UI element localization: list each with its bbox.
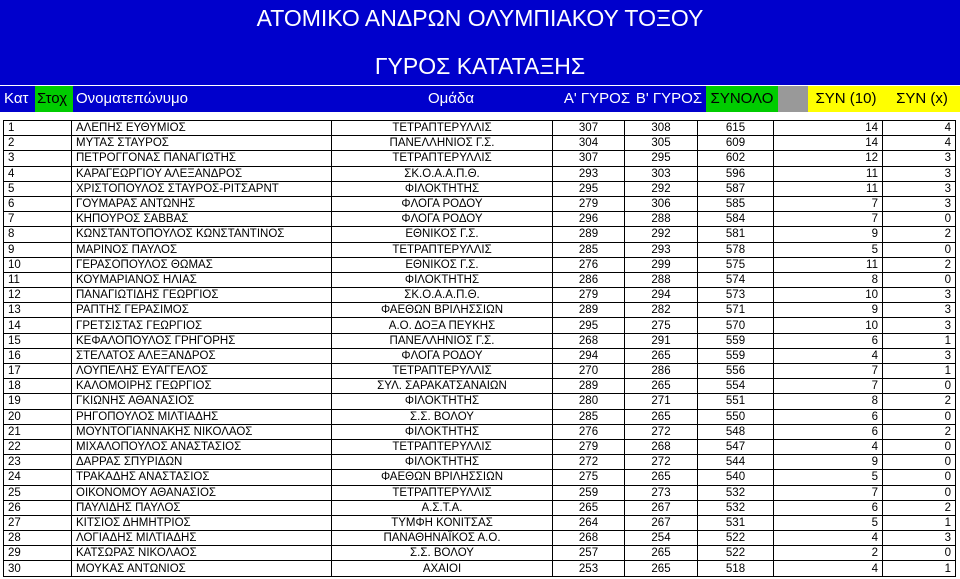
cell-total-10: 8 [774, 272, 883, 287]
cell-total-10: 12 [774, 151, 883, 166]
cell-total-10: 6 [774, 500, 883, 515]
cell-rank: 25 [4, 485, 72, 500]
cell-rank: 15 [4, 333, 72, 348]
cell-rank: 22 [4, 439, 72, 454]
cell-total-x: 3 [883, 288, 956, 303]
cell-total-x: 0 [883, 439, 956, 454]
cell-round-b: 265 [625, 409, 698, 424]
cell-total: 556 [698, 364, 774, 379]
cell-total: 550 [698, 409, 774, 424]
table-row [4, 121, 956, 136]
cell-athlete-name: ΛΟΓΙΑΔΗΣ ΜΙΛΤΙΑΔΗΣ [72, 531, 332, 546]
cell-round-a: 307 [553, 121, 625, 136]
cell-total-10: 7 [774, 379, 883, 394]
header-gap [778, 86, 808, 112]
cell-total: 571 [698, 303, 774, 318]
header-total-x: ΣΥΝ (x) [884, 86, 960, 112]
cell-total-10: 11 [774, 166, 883, 181]
cell-round-a: 285 [553, 409, 625, 424]
cell-athlete-name: ΡΗΓΟΠΟΥΛΟΣ ΜΙΛΤΙΑΔΗΣ [72, 409, 332, 424]
cell-round-b: 308 [625, 121, 698, 136]
cell-round-a: 276 [553, 424, 625, 439]
cell-athlete-name: ΚΕΦΑΛΟΠΟΥΛΟΣ ΓΡΗΓΟΡΗΣ [72, 333, 332, 348]
cell-athlete-name: ΠΑΥΛΙΔΗΣ ΠΑΥΛΟΣ [72, 500, 332, 515]
cell-athlete-name: ΡΑΠΤΗΣ ΓΕΡΑΣΙΜΟΣ [72, 303, 332, 318]
cell-rank: 18 [4, 379, 72, 394]
cell-total: 531 [698, 515, 774, 530]
cell-total-x: 1 [883, 364, 956, 379]
cell-total: 522 [698, 546, 774, 561]
cell-rank: 19 [4, 394, 72, 409]
cell-total-10: 7 [774, 364, 883, 379]
cell-total-10: 4 [774, 348, 883, 363]
cell-total: 540 [698, 470, 774, 485]
cell-team: ΤΕΤΡΑΠΤΕΡΥΛΛΙΣ [332, 439, 553, 454]
banner-spacer [0, 37, 960, 48]
cell-round-b: 265 [625, 561, 698, 576]
cell-rank: 10 [4, 257, 72, 272]
cell-athlete-name: ΚΙΤΣΙΟΣ ΔΗΜΗΤΡΙΟΣ [72, 515, 332, 530]
cell-rank: 5 [4, 181, 72, 196]
cell-rank: 27 [4, 515, 72, 530]
cell-round-a: 272 [553, 455, 625, 470]
cell-athlete-name: ΧΡΙΣΤΟΠΟΥΛΟΣ ΣΤΑΥΡΟΣ-ΡΙΤΣΑΡΝΤ [72, 181, 332, 196]
cell-round-a: 295 [553, 181, 625, 196]
cell-total-x: 3 [883, 196, 956, 211]
cell-total: 581 [698, 227, 774, 242]
cell-total-10: 10 [774, 288, 883, 303]
cell-total: 559 [698, 348, 774, 363]
cell-round-a: 289 [553, 303, 625, 318]
cell-round-a: 294 [553, 348, 625, 363]
cell-round-a: 293 [553, 166, 625, 181]
cell-total: 532 [698, 485, 774, 500]
cell-athlete-name: ΓΚΙΩΝΗΣ ΑΘΑΝΑΣΙΟΣ [72, 394, 332, 409]
cell-rank: 24 [4, 470, 72, 485]
table-row [4, 394, 956, 409]
cell-rank: 30 [4, 561, 72, 576]
cell-total-10: 8 [774, 394, 883, 409]
cell-team: ΦΑΕΘΩΝ ΒΡΙΛΗΣΣΙΩΝ [332, 303, 553, 318]
cell-total: 609 [698, 136, 774, 151]
cell-total-x: 0 [883, 379, 956, 394]
cell-team: ΤΕΤΡΑΠΤΕΡΥΛΛΙΣ [332, 364, 553, 379]
cell-total-x: 3 [883, 318, 956, 333]
cell-athlete-name: ΤΡΑΚΑΔΗΣ ΑΝΑΣΤΑΣΙΟΣ [72, 470, 332, 485]
cell-team: ΑΧΑΙΟΙ [332, 561, 553, 576]
cell-athlete-name: ΔΑΡΡΑΣ ΣΠΥΡΙΔΩΝ [72, 455, 332, 470]
table-row [4, 242, 956, 257]
cell-rank: 7 [4, 212, 72, 227]
cell-round-b: 254 [625, 531, 698, 546]
cell-total: 554 [698, 379, 774, 394]
header-round-a: Α' ΓΥΡΟΣ [563, 90, 631, 107]
cell-team: ΤΕΤΡΑΠΤΕΡΥΛΛΙΣ [332, 485, 553, 500]
table-row [4, 455, 956, 470]
cell-team: Α.Ο. ΔΟΞΑ ΠΕΥΚΗΣ [332, 318, 553, 333]
cell-total-10: 5 [774, 470, 883, 485]
cell-team: ΦΙΛΟΚΤΗΤΗΣ [332, 424, 553, 439]
cell-round-a: 285 [553, 242, 625, 257]
cell-round-a: 295 [553, 318, 625, 333]
cell-team: ΤΕΤΡΑΠΤΕΡΥΛΛΙΣ [332, 121, 553, 136]
cell-total-10: 4 [774, 439, 883, 454]
cell-total-10: 6 [774, 424, 883, 439]
table-row [4, 470, 956, 485]
cell-athlete-name: ΚΑΛΟΜΟΙΡΗΣ ΓΕΩΡΓΙΟΣ [72, 379, 332, 394]
table-row [4, 318, 956, 333]
cell-athlete-name: ΟΙΚΟΝΟΜΟΥ ΑΘΑΝΑΣΙΟΣ [72, 485, 332, 500]
header-stox: Στοχ [35, 86, 73, 112]
cell-rank: 4 [4, 166, 72, 181]
cell-round-a: 253 [553, 561, 625, 576]
cell-team: ΦΙΛΟΚΤΗΤΗΣ [332, 394, 553, 409]
cell-round-a: 275 [553, 470, 625, 485]
cell-total: 544 [698, 455, 774, 470]
cell-athlete-name: ΜΟΥΚΑΣ ΑΝΤΩΝΙΟΣ [72, 561, 332, 576]
table-row [4, 364, 956, 379]
cell-total-x: 0 [883, 409, 956, 424]
cell-team: ΤΥΜΦΗ ΚΟΝΙΤΣΑΣ [332, 515, 553, 530]
cell-round-b: 299 [625, 257, 698, 272]
cell-athlete-name: ΣΤΕΛΑΤΟΣ ΑΛΕΞΑΝΔΡΟΣ [72, 348, 332, 363]
cell-total-10: 6 [774, 333, 883, 348]
cell-team: ΠΑΝΕΛΛΗΝΙΟΣ Γ.Σ. [332, 136, 553, 151]
cell-total-x: 3 [883, 348, 956, 363]
cell-total: 573 [698, 288, 774, 303]
cell-round-a: 268 [553, 531, 625, 546]
table-row [4, 166, 956, 181]
cell-team: Σ.Σ. ΒΟΛΟΥ [332, 409, 553, 424]
cell-athlete-name: ΚΗΠΟΥΡΟΣ ΣΑΒΒΑΣ [72, 212, 332, 227]
cell-rank: 26 [4, 500, 72, 515]
cell-rank: 13 [4, 303, 72, 318]
cell-total-10: 7 [774, 212, 883, 227]
cell-team: ΤΕΤΡΑΠΤΕΡΥΛΛΙΣ [332, 151, 553, 166]
cell-rank: 11 [4, 272, 72, 287]
cell-round-a: 289 [553, 379, 625, 394]
cell-total-x: 2 [883, 500, 956, 515]
cell-round-b: 295 [625, 151, 698, 166]
cell-athlete-name: ΜΥΤΑΣ ΣΤΑΥΡΟΣ [72, 136, 332, 151]
cell-total-10: 6 [774, 409, 883, 424]
cell-team: ΕΘΝΙΚΟΣ Γ.Σ. [332, 227, 553, 242]
page-subtitle: ΓΥΡΟΣ ΚΑΤΑΤΑΞΗΣ [0, 48, 960, 85]
cell-rank: 20 [4, 409, 72, 424]
cell-team: ΦΑΕΘΩΝ ΒΡΙΛΗΣΣΙΩΝ [332, 470, 553, 485]
cell-round-b: 271 [625, 394, 698, 409]
cell-rank: 8 [4, 227, 72, 242]
cell-total-10: 11 [774, 181, 883, 196]
header-kat: Κατ [4, 90, 29, 107]
cell-team: Α.Σ.Τ.Α. [332, 500, 553, 515]
cell-total-x: 0 [883, 470, 956, 485]
header-round-b: Β' ΓΥΡΟΣ [635, 90, 703, 107]
cell-round-b: 265 [625, 348, 698, 363]
table-row [4, 485, 956, 500]
header-total-10: ΣΥΝ (10) [808, 86, 884, 112]
cell-rank: 21 [4, 424, 72, 439]
table-row [4, 439, 956, 454]
results-table [3, 120, 956, 577]
cell-total-x: 1 [883, 561, 956, 576]
cell-rank: 3 [4, 151, 72, 166]
cell-team: ΦΙΛΟΚΤΗΤΗΣ [332, 181, 553, 196]
cell-team: ΠΑΝΕΛΛΗΝΙΟΣ Γ.Σ. [332, 333, 553, 348]
cell-rank: 29 [4, 546, 72, 561]
cell-rank: 6 [4, 196, 72, 211]
table-row [4, 151, 956, 166]
cell-total: 548 [698, 424, 774, 439]
cell-total-x: 3 [883, 166, 956, 181]
cell-rank: 28 [4, 531, 72, 546]
cell-round-b: 282 [625, 303, 698, 318]
cell-total: 551 [698, 394, 774, 409]
cell-round-a: 307 [553, 151, 625, 166]
cell-total-x: 0 [883, 272, 956, 287]
cell-round-a: 276 [553, 257, 625, 272]
cell-total: 584 [698, 212, 774, 227]
cell-round-b: 286 [625, 364, 698, 379]
cell-total: 570 [698, 318, 774, 333]
cell-total-10: 2 [774, 546, 883, 561]
cell-round-b: 292 [625, 181, 698, 196]
cell-round-b: 275 [625, 318, 698, 333]
cell-rank: 16 [4, 348, 72, 363]
table-row [4, 546, 956, 561]
table-row [4, 424, 956, 439]
table-row [4, 515, 956, 530]
cell-total-x: 0 [883, 212, 956, 227]
cell-total: 574 [698, 272, 774, 287]
cell-total-10: 9 [774, 455, 883, 470]
cell-team: Σ.Σ. ΒΟΛΟΥ [332, 546, 553, 561]
cell-round-b: 265 [625, 470, 698, 485]
cell-team: ΣΚ.Ο.Α.Α.Π.Θ. [332, 288, 553, 303]
cell-total-10: 10 [774, 318, 883, 333]
cell-round-b: 288 [625, 272, 698, 287]
cell-round-a: 268 [553, 333, 625, 348]
cell-rank: 1 [4, 121, 72, 136]
cell-team: ΕΘΝΙΚΟΣ Γ.Σ. [332, 257, 553, 272]
cell-total-x: 4 [883, 136, 956, 151]
cell-round-b: 303 [625, 166, 698, 181]
cell-team: ΦΛΟΓΑ ΡΟΔΟΥ [332, 212, 553, 227]
cell-rank: 2 [4, 136, 72, 151]
cell-round-a: 304 [553, 136, 625, 151]
cell-team: ΤΕΤΡΑΠΤΕΡΥΛΛΙΣ [332, 242, 553, 257]
cell-total-x: 3 [883, 151, 956, 166]
cell-team: ΦΙΛΟΚΤΗΤΗΣ [332, 455, 553, 470]
cell-round-b: 265 [625, 546, 698, 561]
cell-round-b: 288 [625, 212, 698, 227]
cell-round-a: 289 [553, 227, 625, 242]
cell-round-a: 296 [553, 212, 625, 227]
cell-rank: 12 [4, 288, 72, 303]
cell-round-b: 292 [625, 227, 698, 242]
table-row [4, 196, 956, 211]
cell-total-10: 9 [774, 303, 883, 318]
cell-total: 559 [698, 333, 774, 348]
table-row [4, 288, 956, 303]
cell-total-10: 5 [774, 515, 883, 530]
cell-round-b: 306 [625, 196, 698, 211]
cell-round-a: 279 [553, 196, 625, 211]
results-table-container [3, 120, 955, 577]
table-row [4, 212, 956, 227]
table-row [4, 379, 956, 394]
cell-total-10: 4 [774, 561, 883, 576]
page-title: ΑΤΟΜΙΚΟ ΑΝΔΡΩΝ ΟΛΥΜΠΙΑΚΟΥ ΤΟΞΟΥ [0, 0, 960, 37]
cell-round-b: 293 [625, 242, 698, 257]
cell-athlete-name: ΓΡΕΤΣΙΣΤΑΣ ΓΕΩΡΓΙΟΣ [72, 318, 332, 333]
table-row [4, 333, 956, 348]
cell-total-x: 0 [883, 455, 956, 470]
cell-athlete-name: ΠΕΤΡΟΓΓΟΝΑΣ ΠΑΝΑΓΙΩΤΗΣ [72, 151, 332, 166]
cell-round-a: 270 [553, 364, 625, 379]
cell-round-a: 286 [553, 272, 625, 287]
cell-total: 596 [698, 166, 774, 181]
cell-total-x: 2 [883, 394, 956, 409]
cell-total-10: 7 [774, 485, 883, 500]
cell-round-a: 279 [553, 288, 625, 303]
cell-round-b: 268 [625, 439, 698, 454]
cell-athlete-name: ΠΑΝΑΓΙΩΤΙΔΗΣ ΓΕΩΡΓΙΟΣ [72, 288, 332, 303]
cell-round-a: 265 [553, 500, 625, 515]
header-team: Ομάδα [427, 90, 474, 107]
table-row [4, 409, 956, 424]
cell-total: 587 [698, 181, 774, 196]
cell-total-x: 1 [883, 333, 956, 348]
cell-total-x: 3 [883, 181, 956, 196]
cell-team: ΣΚ.Ο.Α.Α.Π.Θ. [332, 166, 553, 181]
cell-total-x: 2 [883, 424, 956, 439]
cell-total: 575 [698, 257, 774, 272]
cell-round-b: 294 [625, 288, 698, 303]
column-header-row [0, 86, 960, 112]
cell-total-10: 5 [774, 242, 883, 257]
cell-rank: 23 [4, 455, 72, 470]
cell-round-b: 291 [625, 333, 698, 348]
cell-total-10: 4 [774, 531, 883, 546]
cell-round-a: 280 [553, 394, 625, 409]
cell-total: 615 [698, 121, 774, 136]
cell-total-10: 11 [774, 257, 883, 272]
cell-total-x: 3 [883, 303, 956, 318]
cell-round-b: 265 [625, 379, 698, 394]
cell-rank: 9 [4, 242, 72, 257]
table-row [4, 500, 956, 515]
header-name: Ονοματεπώνυμο [76, 90, 188, 107]
cell-athlete-name: ΚΑΡΑΓΕΩΡΓΙΟΥ ΑΛΕΞΑΝΔΡΟΣ [72, 166, 332, 181]
cell-total: 522 [698, 531, 774, 546]
cell-rank: 17 [4, 364, 72, 379]
cell-athlete-name: ΚΩΝΣΤΑΝΤΟΠΟΥΛΟΣ ΚΩΝΣΤΑΝΤΙΝΟΣ [72, 227, 332, 242]
cell-athlete-name: ΜΙΧΑΛΟΠΟΥΛΟΣ ΑΝΑΣΤΑΣΙΟΣ [72, 439, 332, 454]
cell-round-b: 267 [625, 515, 698, 530]
cell-total-x: 2 [883, 257, 956, 272]
cell-round-a: 264 [553, 515, 625, 530]
cell-team: ΦΛΟΓΑ ΡΟΔΟΥ [332, 196, 553, 211]
table-row [4, 136, 956, 151]
cell-total: 532 [698, 500, 774, 515]
cell-round-b: 305 [625, 136, 698, 151]
cell-round-a: 259 [553, 485, 625, 500]
cell-athlete-name: ΜΟΥΝΤΟΓΙΑΝΝΑΚΗΣ ΝΙΚΟΛΑΟΣ [72, 424, 332, 439]
header-total: ΣΥΝΟΛΟ [706, 86, 778, 112]
cell-round-b: 273 [625, 485, 698, 500]
cell-total: 602 [698, 151, 774, 166]
cell-total: 578 [698, 242, 774, 257]
cell-athlete-name: ΑΛΕΠΗΣ ΕΥΘΥΜΙΟΣ [72, 121, 332, 136]
cell-total-10: 7 [774, 196, 883, 211]
cell-round-a: 279 [553, 439, 625, 454]
cell-round-b: 267 [625, 500, 698, 515]
table-row [4, 348, 956, 363]
cell-athlete-name: ΓΟΥΜΑΡΑΣ ΑΝΤΩΝΗΣ [72, 196, 332, 211]
cell-total-x: 0 [883, 546, 956, 561]
cell-total-x: 0 [883, 242, 956, 257]
cell-round-b: 272 [625, 455, 698, 470]
cell-total-10: 9 [774, 227, 883, 242]
table-row [4, 257, 956, 272]
cell-athlete-name: ΚΑΤΣΩΡΑΣ ΝΙΚΟΛΑΟΣ [72, 546, 332, 561]
cell-total-10: 14 [774, 121, 883, 136]
cell-total-x: 4 [883, 121, 956, 136]
table-row [4, 561, 956, 576]
cell-athlete-name: ΚΟΥΜΑΡΙΑΝΟΣ ΗΛΙΑΣ [72, 272, 332, 287]
cell-total-x: 3 [883, 531, 956, 546]
cell-total: 585 [698, 196, 774, 211]
table-row [4, 227, 956, 242]
cell-total: 518 [698, 561, 774, 576]
table-row [4, 181, 956, 196]
cell-total-x: 1 [883, 515, 956, 530]
cell-total: 547 [698, 439, 774, 454]
cell-round-b: 272 [625, 424, 698, 439]
table-row [4, 272, 956, 287]
cell-athlete-name: ΜΑΡΙΝΟΣ ΠΑΥΛΟΣ [72, 242, 332, 257]
cell-team: ΣΥΛ. ΣΑΡΑΚΑΤΣΑΝΑΙΩΝ [332, 379, 553, 394]
cell-team: ΦΙΛΟΚΤΗΤΗΣ [332, 272, 553, 287]
cell-total-x: 2 [883, 227, 956, 242]
cell-team: ΦΛΟΓΑ ΡΟΔΟΥ [332, 348, 553, 363]
cell-rank: 14 [4, 318, 72, 333]
table-row [4, 531, 956, 546]
cell-team: ΠΑΝΑΘΗΝΑΪΚΟΣ Α.Ο. [332, 531, 553, 546]
table-row [4, 303, 956, 318]
cell-total-10: 14 [774, 136, 883, 151]
cell-round-a: 257 [553, 546, 625, 561]
cell-athlete-name: ΛΟΥΠΕΛΗΣ ΕΥΑΓΓΕΛΟΣ [72, 364, 332, 379]
cell-total-x: 0 [883, 485, 956, 500]
cell-athlete-name: ΓΕΡΑΣΟΠΟΥΛΟΣ ΘΩΜΑΣ [72, 257, 332, 272]
